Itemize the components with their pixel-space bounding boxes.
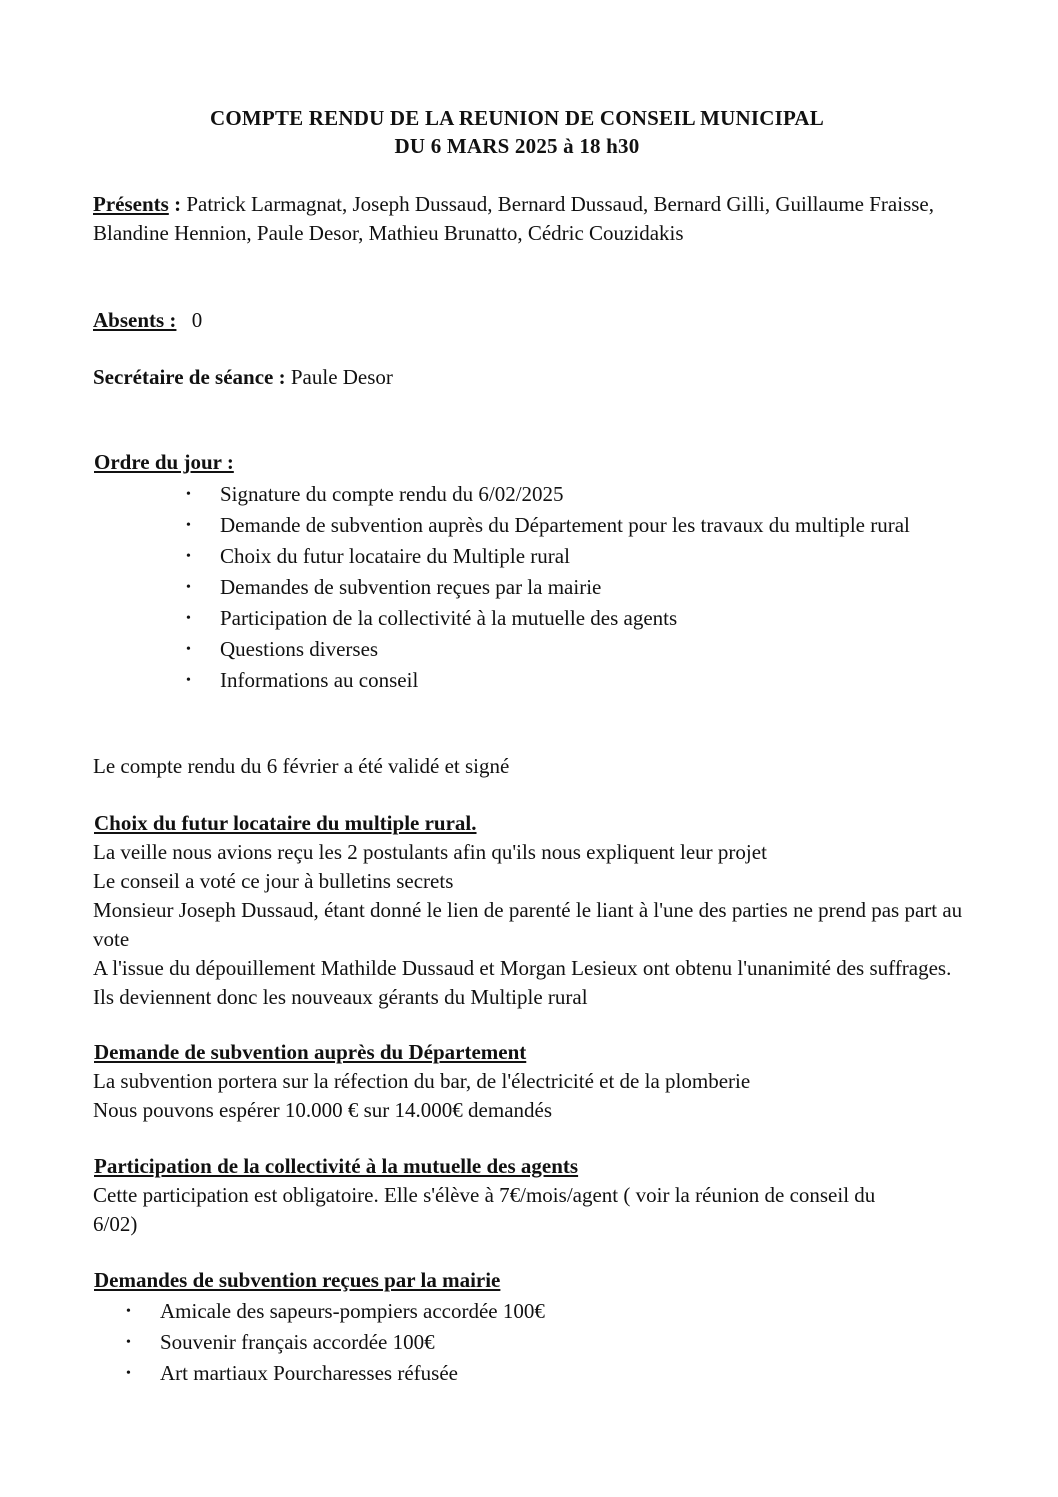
- section-demandes-title: Demandes de subvention reçues par la mairie: [94, 1268, 501, 1292]
- document-title-line-2: DU 6 MARS 2025 à 18 h30: [394, 134, 640, 158]
- section-mutuelle-title: Participation de la collectivité à la mutuelle des agents: [94, 1154, 579, 1178]
- list-item: • Informations au conseil: [220, 666, 920, 695]
- list-item: • Art martiaux Pourcharesses réfusée: [160, 1359, 860, 1388]
- ordre-du-jour-list: [186, 480, 920, 697]
- section-demandes-list: [126, 1297, 860, 1390]
- absents-value: 0: [191, 308, 203, 332]
- secretaire-paragraph: [93, 363, 953, 392]
- list-item: • Amicale des sapeurs-pompiers accordée 100€: [160, 1297, 860, 1326]
- validation-text: Le compte rendu du 6 février a été validé et signé: [93, 754, 510, 778]
- presents-label: Présents: [93, 192, 169, 216]
- bullet-icon: •: [186, 580, 191, 595]
- list-item: • Choix du futur locataire du Multiple rural: [220, 542, 920, 571]
- list-item: • Participation de la collectivité à la mutuelle des agents: [220, 604, 920, 633]
- presents-separator: :: [168, 192, 187, 216]
- bullet-icon: •: [126, 1366, 131, 1381]
- body-line: Nous pouvons espérer 10.000 € sur 14.000€ demandés: [93, 1098, 553, 1122]
- section-subvention-departement-title: Demande de subvention auprès du Département: [94, 1040, 527, 1064]
- secretaire-value: Paule Desor: [290, 365, 393, 389]
- secretaire-label: Secrétaire de séance :: [93, 365, 286, 389]
- presents-paragraph: [93, 190, 953, 248]
- body-line: A l'issue du dépouillement Mathilde Dussaud et Morgan Lesieux ont obtenu l'unanimité des suffrages. Ils deviennent donc les nouveaux gérants du Multiple rural: [93, 956, 952, 1009]
- body-line: Le conseil a voté ce jour à bulletins secrets: [93, 869, 454, 893]
- list-item: • Questions diverses: [220, 635, 920, 664]
- body-line: Cette participation est obligatoire. Elle s'élève à 7€/mois/agent ( voir la réunion de conseil du 6/02): [93, 1183, 876, 1236]
- section-locataire-body: [93, 838, 963, 1012]
- document-title-line-1: COMPTE RENDU DE LA REUNION DE CONSEIL MUNICIPAL: [210, 106, 824, 130]
- list-item: • Signature du compte rendu du 6/02/2025: [220, 480, 920, 509]
- bullet-icon: •: [186, 549, 191, 564]
- bullet-icon: •: [186, 642, 191, 657]
- ordre-du-jour-title: Ordre du jour :: [94, 450, 234, 474]
- presents-names: Patrick Larmagnat, Joseph Dussaud, Bernard Dussaud, Bernard Gilli, Guillaume Fraisse, Blandine Hennion, Paule Desor, Mathieu Brunatto, Cédric Couzidakis: [93, 192, 934, 245]
- bullet-icon: •: [186, 487, 191, 502]
- section-mutuelle-body: [93, 1181, 923, 1239]
- bullet-icon: •: [186, 611, 191, 626]
- body-line: La subvention portera sur la réfection du bar, de l'électricité et de la plomberie: [93, 1069, 751, 1093]
- body-line: Monsieur Joseph Dussaud, étant donné le lien de parenté le liant à l'une des parties ne prend pas part au vote: [93, 898, 963, 951]
- bullet-icon: •: [186, 673, 191, 688]
- list-item: • Demandes de subvention reçues par la mairie: [220, 573, 920, 602]
- list-item: • Demande de subvention auprès du Département pour les travaux du multiple rural: [220, 511, 920, 540]
- bullet-icon: •: [126, 1335, 131, 1350]
- section-locataire-title: Choix du futur locataire du multiple rural.: [94, 811, 477, 835]
- list-item: • Souvenir français accordée 100€: [160, 1328, 860, 1357]
- body-line: La veille nous avions reçu les 2 postulants afin qu'ils nous expliquent leur projet: [93, 840, 767, 864]
- section-subvention-departement-body: [93, 1067, 953, 1125]
- bullet-icon: •: [186, 518, 191, 533]
- absents-paragraph: [93, 306, 953, 335]
- absents-label: Absents :: [93, 308, 177, 332]
- bullet-icon: •: [126, 1304, 131, 1319]
